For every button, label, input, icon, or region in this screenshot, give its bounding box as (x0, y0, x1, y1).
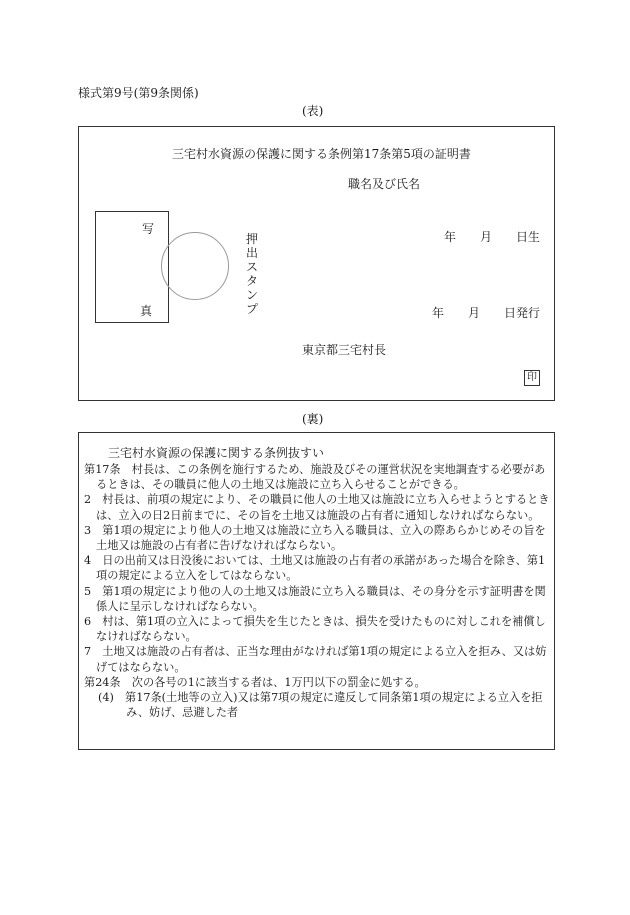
article-17-paragraph-7: 7 土地又は施設の占有者は、正当な理由がなければ第1項の規定による立入を拒み、又は妨げてはならない。 (84, 645, 547, 674)
front-side-label: (表) (302, 104, 324, 118)
article-17-paragraph-6: 6 村は、第1項の立入によって損失を生じたときは、損失を受けたものに対しこれを補償しなければならない。 (84, 615, 546, 644)
stamp-label-char: タ (245, 274, 258, 288)
certificate-title: 三宅村水資源の保護に関する条例第17条第5項の証明書 (172, 147, 471, 161)
article-17-paragraph-5: 5 第1項の規定により他の人の土地又は施設に立ち入る職員は、その身分を示す証明書を関係人に呈示しなければならない。 (84, 584, 546, 613)
article-17-paragraph-2: 2 村長は、前項の規定により、その職員に他人の土地又は施設に立ち入らせようとするときは、立入の日2日前までに、その旨を土地又は施設の占有者に通知しなければならない。 (84, 493, 550, 522)
stamp-label-char: プ (245, 302, 258, 316)
stamp-circle (161, 232, 229, 300)
stamp-label (245, 232, 259, 316)
article-24: 第24条 次の各号の1に該当する者は、1万円以下の罰金に処する。 (84, 675, 426, 689)
article-24-item-4: (4) 第17条(土地等の立入)又は第7項の規定に違反して同条第1項の規定による立入を拒み、妨げ、忌避した者 (98, 691, 543, 720)
stamp-label-char: 出 (245, 246, 258, 260)
birth-date-line: 年 月 日生 (444, 230, 541, 244)
post-and-name-label: 職名及び氏名 (348, 177, 421, 191)
ordinance-articles (84, 462, 550, 720)
photo-frame (95, 211, 169, 323)
photo-label-top: 写 (142, 222, 155, 236)
article-17-paragraph-4: 4 日の出前又は日没後においては、土地又は施設の占有者の承諾があった場合を除き、第1項の規定による立入をしてはならない。 (84, 554, 546, 583)
issue-date-line: 年 月 日発行 (432, 306, 541, 320)
form-number: 様式第9号(第9条関係) (78, 86, 199, 100)
stamp-label-char: ン (245, 288, 258, 302)
back-side-label: (裏) (302, 412, 324, 426)
issuer-name: 東京都三宅村長 (302, 343, 387, 357)
article-17-paragraph-3: 3 第1項の規定により他人の土地又は施設に立ち入る職員は、立入の際あらかじめその旨を土地又は施設の占有者に告げなければならない。 (84, 523, 546, 553)
stamp-label-char: ス (245, 260, 258, 274)
photo-label-bottom: 真 (140, 304, 153, 318)
seal-mark: 印 (524, 370, 540, 386)
stamp-label-char: 押 (245, 232, 258, 246)
article-17: 第17条 村長は、この条例を施行するため、施設及びその運営状況を実地調査する必要があるときは、その職員に他人の土地又は施設に立ち入らせることができる。 (84, 463, 546, 492)
excerpt-title: 三宅村水資源の保護に関する条例抜すい (108, 446, 325, 460)
